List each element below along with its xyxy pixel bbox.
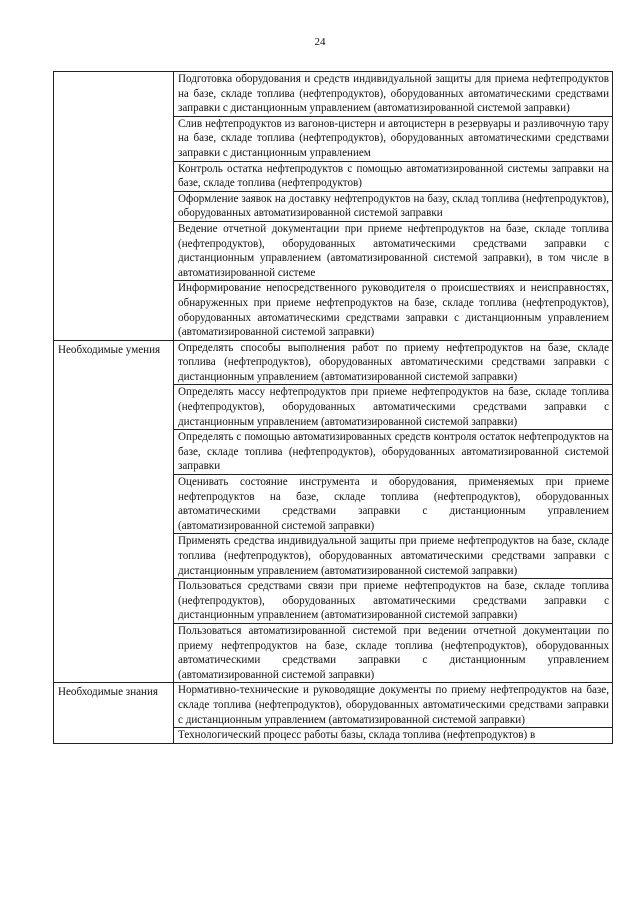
page-number: 24 [314,36,326,48]
row-label-cell [54,72,174,341]
table-row [54,72,613,117]
skill-text: Определять способы выполнения работ по приему нефтепродуктов на базе, складе топлива (нефтепродуктов), оборудованных автоматическими средствами заправки с дистанционным управлением (автоматизированной системой заправки) [174,340,613,385]
knowledge-text: Нормативно-технические и руководящие документы по приему нефтепродуктов на базе, складе топлива (нефтепродуктов), оборудованных автоматическими средствами заправки с дистанционным управлением (автоматизированной системой заправки) [174,683,613,728]
action-text: Информирование непосредственного руководителя о происшествиях и неисправностях, обнаруженных при приеме нефтепродуктов на базе, складе топлива (нефтепродуктов), оборудованных автоматическими средствами заправки с дистанционным управлением (автоматизированной системой заправки) [174,281,613,340]
action-text: Слив нефтепродуктов из вагонов-цистерн и автоцистерн в резервуары и разливочную тару на базе, складе топлива (нефтепродуктов), оборудованных автоматическими средствами заправки с дистанционным управлением [174,116,613,161]
skill-text: Применять средства индивидуальной защиты при приеме нефтепродуктов на базе, складе топлива (нефтепродуктов), оборудованных автоматическими средствами заправки с дистанционным управлением (автоматизированной системой заправки) [174,534,613,579]
competency-table [53,71,613,744]
table-row [54,340,613,385]
row-label [58,72,170,74]
skills-label-cell [54,340,174,683]
action-text: Подготовка оборудования и средств индивидуальной защиты для приема нефтепродуктов на базе, складе топлива (нефтепродуктов), оборудованных автоматическими средствами заправки с дистанционным управлением (автоматизированной системой заправки) [174,72,613,117]
action-text: Ведение отчетной документации при приеме нефтепродуктов на базе, складе топлива (нефтепродуктов), оборудованных автоматическими средствами заправки с дистанционным управлением (автоматизированной системой заправки), в том числе в автоматизированной системе [174,221,613,280]
knowledge-label-cell [54,683,174,743]
knowledge-text: Технологический процесс работы базы, склада топлива (нефтепродуктов) в [174,728,613,744]
skill-text: Определять с помощью автоматизированных средств контроля остаток нефтепродуктов на базе, складе топлива (нефтепродуктов), оборудованных автоматизированной системой заправки [174,430,613,475]
skills-label: Необходимые умения [58,343,161,356]
skill-text: Пользоваться автоматизированной системой при ведении отчетной документации по приему нефтепродуктов на базе, складе топлива (нефтепродуктов), оборудованных автоматическими средствами заправки с дистанционным управлением (автоматизированной системой заправки) [174,623,613,682]
knowledge-label: Необходимые знания [58,686,159,699]
skill-text: Определять массу нефтепродуктов при приеме нефтепродуктов на базе, складе топлива (нефтепродуктов), оборудованных автоматическими средствами заправки с дистанционным управлением (автоматизированной системой заправки) [174,385,613,430]
action-text: Контроль остатка нефтепродуктов с помощью автоматизированной системы заправки на базе, складе топлива (нефтепродуктов) [174,161,613,191]
action-text: Оформление заявок на доставку нефтепродуктов на базу, склад топлива (нефтепродуктов), оборудованных автоматизированной системой заправки [174,191,613,221]
skill-text: Оценивать состояние инструмента и оборудования, применяемых при приеме нефтепродуктов на базе, складе топлива (нефтепродуктов), оборудованных автоматическими средствами заправки с дистанционным управлением (автоматизированной системой заправки) [174,475,613,534]
skill-text: Пользоваться средствами связи при приеме нефтепродуктов на базе, складе топлива (нефтепродуктов), оборудованных автоматическими средствами заправки с дистанционным управлением (автоматизированной системой заправки) [174,579,613,624]
table-row [54,683,613,728]
